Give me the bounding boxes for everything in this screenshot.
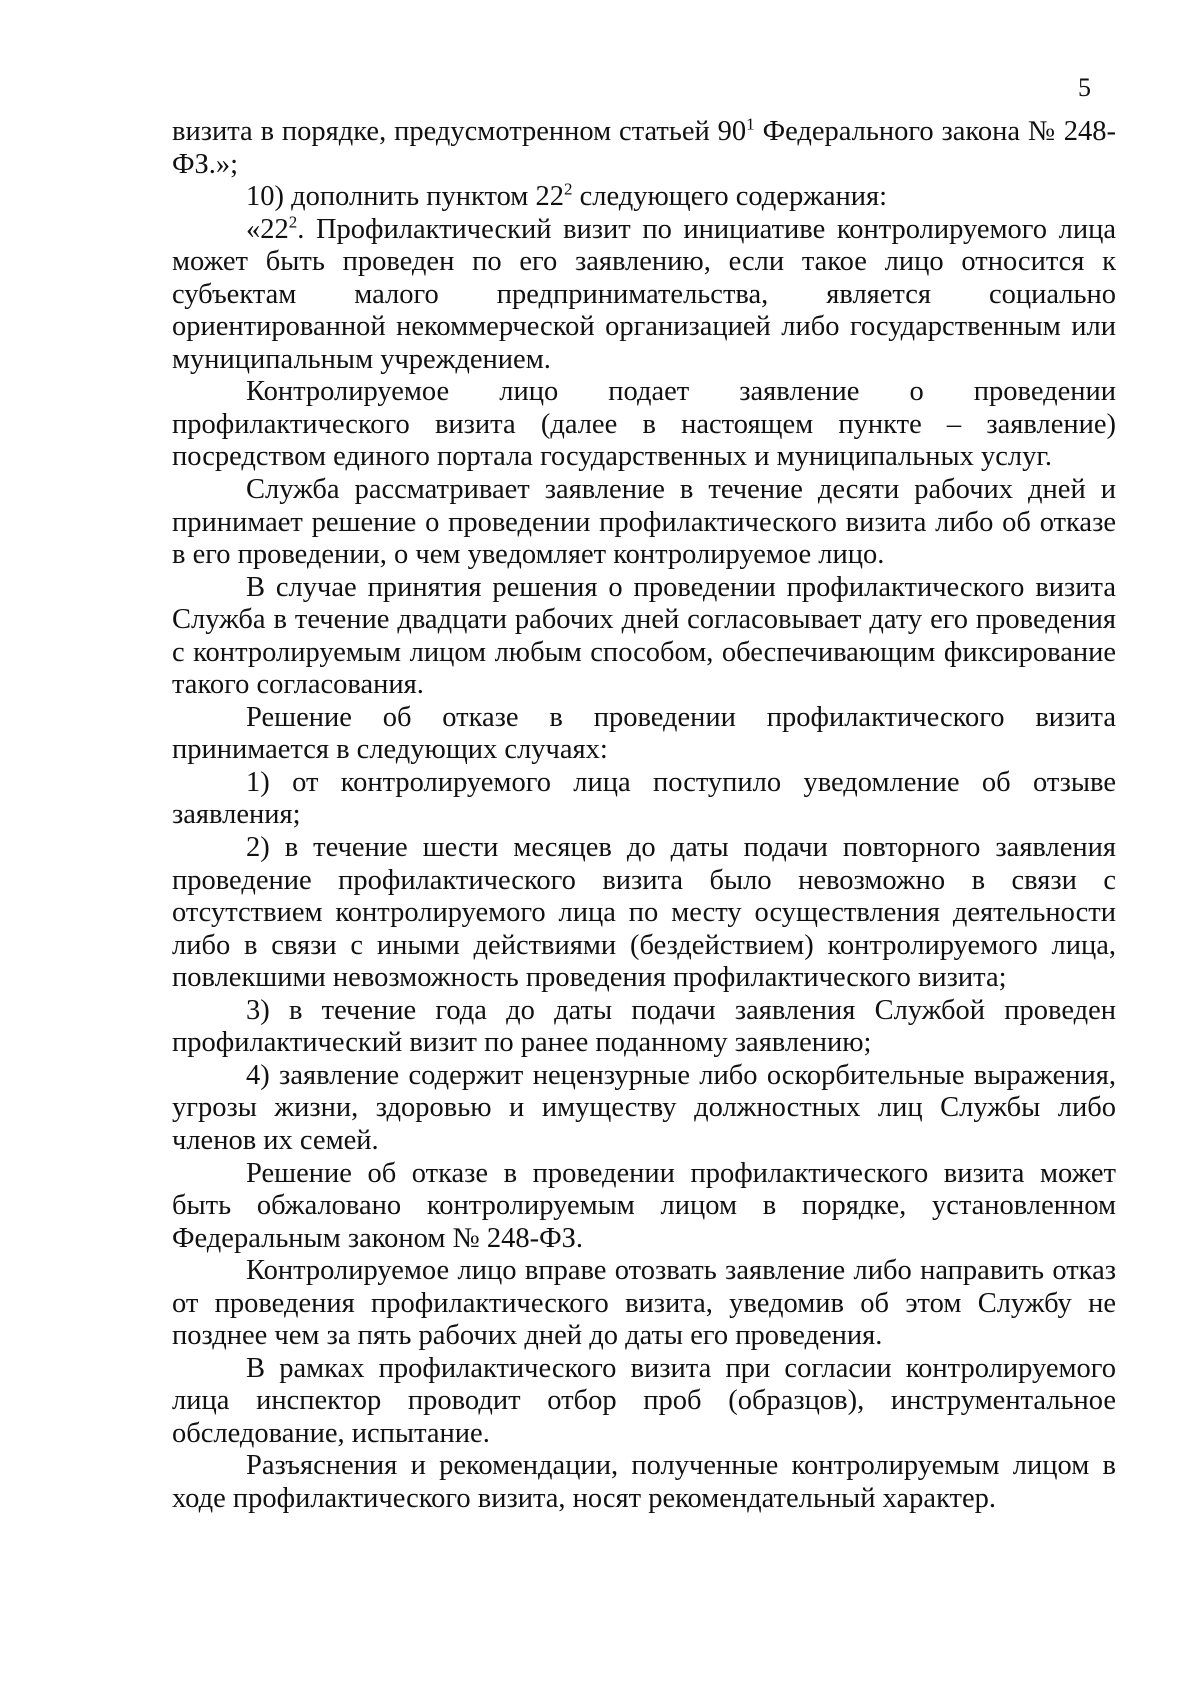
superscript: 2 <box>288 212 298 232</box>
list-item: 4) заявление содержит нецензурные либо оскорбительные выражения, угрозы жизни, здоровью и имуществу должностных лиц Службы либо членов их семей. <box>172 1059 1116 1156</box>
paragraph: Решение об отказе в проведении профилактического визита принимается в следующих случаях: <box>172 701 1116 766</box>
paragraph: Решение об отказе в проведении профилактического визита может быть обжаловано контролируемым лицом в порядке, установленном Федеральным законом № 248-ФЗ. <box>172 1157 1116 1254</box>
paragraph: Контролируемое лицо подает заявление о проведении профилактического визита (далее в настоящем пункте – заявление) посредством единого портала государственных и муниципальных услуг. <box>172 376 1116 473</box>
paragraph: Разъяснения и рекомендации, полученные контролируемым лицом в ходе профилактического визита, носят рекомендательный характер. <box>172 1450 1116 1514</box>
document-body <box>172 116 1116 1516</box>
paragraph: В случае принятия решения о проведении профилактического визита Служба в течение двадцати рабочих дней согласовывает дату его проведения с контролируемым лицом любым способом, обеспечивающим фиксирование такого согласования. <box>172 571 1116 701</box>
list-item: 2) в течение шести месяцев до даты подачи повторного заявления проведение профилактического визита было невозможно в связи с отсутствием контролируемого лица по месту осуществления деятельности либо в связи с иными действиями (бездействием) контролируемого лица, повлекшими невозможность проведения профилактического визита; <box>172 832 1116 994</box>
paragraph: Служба рассматривает заявление в течение десяти рабочих дней и принимает решение о проведении профилактического визита либо об отказе в его проведении, о чем уведомляет контролируемое лицо. <box>172 474 1116 571</box>
paragraph-clause-22-2: «$22^2$. Профилактический визит по инициативе контролируемого лица может быть проведен по его заявлению, если такое лицо относится к субъектам малого предпринимательства, является социально ориентированной некоммерческой организацией либо государственным или муниципальным учреждением. <box>172 212 1116 375</box>
paragraph: Контролируемое лицо вправе отозвать заявление либо направить отказ от проведения профилактического визита, уведомив об этом Службу не позднее чем за пять рабочих дней до даты его проведения. <box>172 1255 1116 1352</box>
paragraph: В рамках профилактического визита при согласии контролируемого лица инспектор проводит отбор проб (образцов), инструментальное обследование, испытание. <box>172 1352 1116 1449</box>
paragraph-continuation: визита в порядке, предусмотренном статьей $90^1$ Федерального закона № 248-ФЗ.»; <box>172 114 1116 180</box>
page-number: 5 <box>1078 73 1091 102</box>
list-item: 1) от контролируемого лица поступило уведомление об отзыве заявления; <box>172 766 1116 831</box>
superscript: 2 <box>563 179 573 199</box>
superscript: 1 <box>746 114 755 134</box>
list-item: 3) в течение года до даты подачи заявления Службой проведен профилактический визит по ранее поданному заявлению; <box>172 994 1116 1059</box>
paragraph-item-10: 10) дополнить пунктом $22^2$ следующего содержания: <box>246 179 888 213</box>
